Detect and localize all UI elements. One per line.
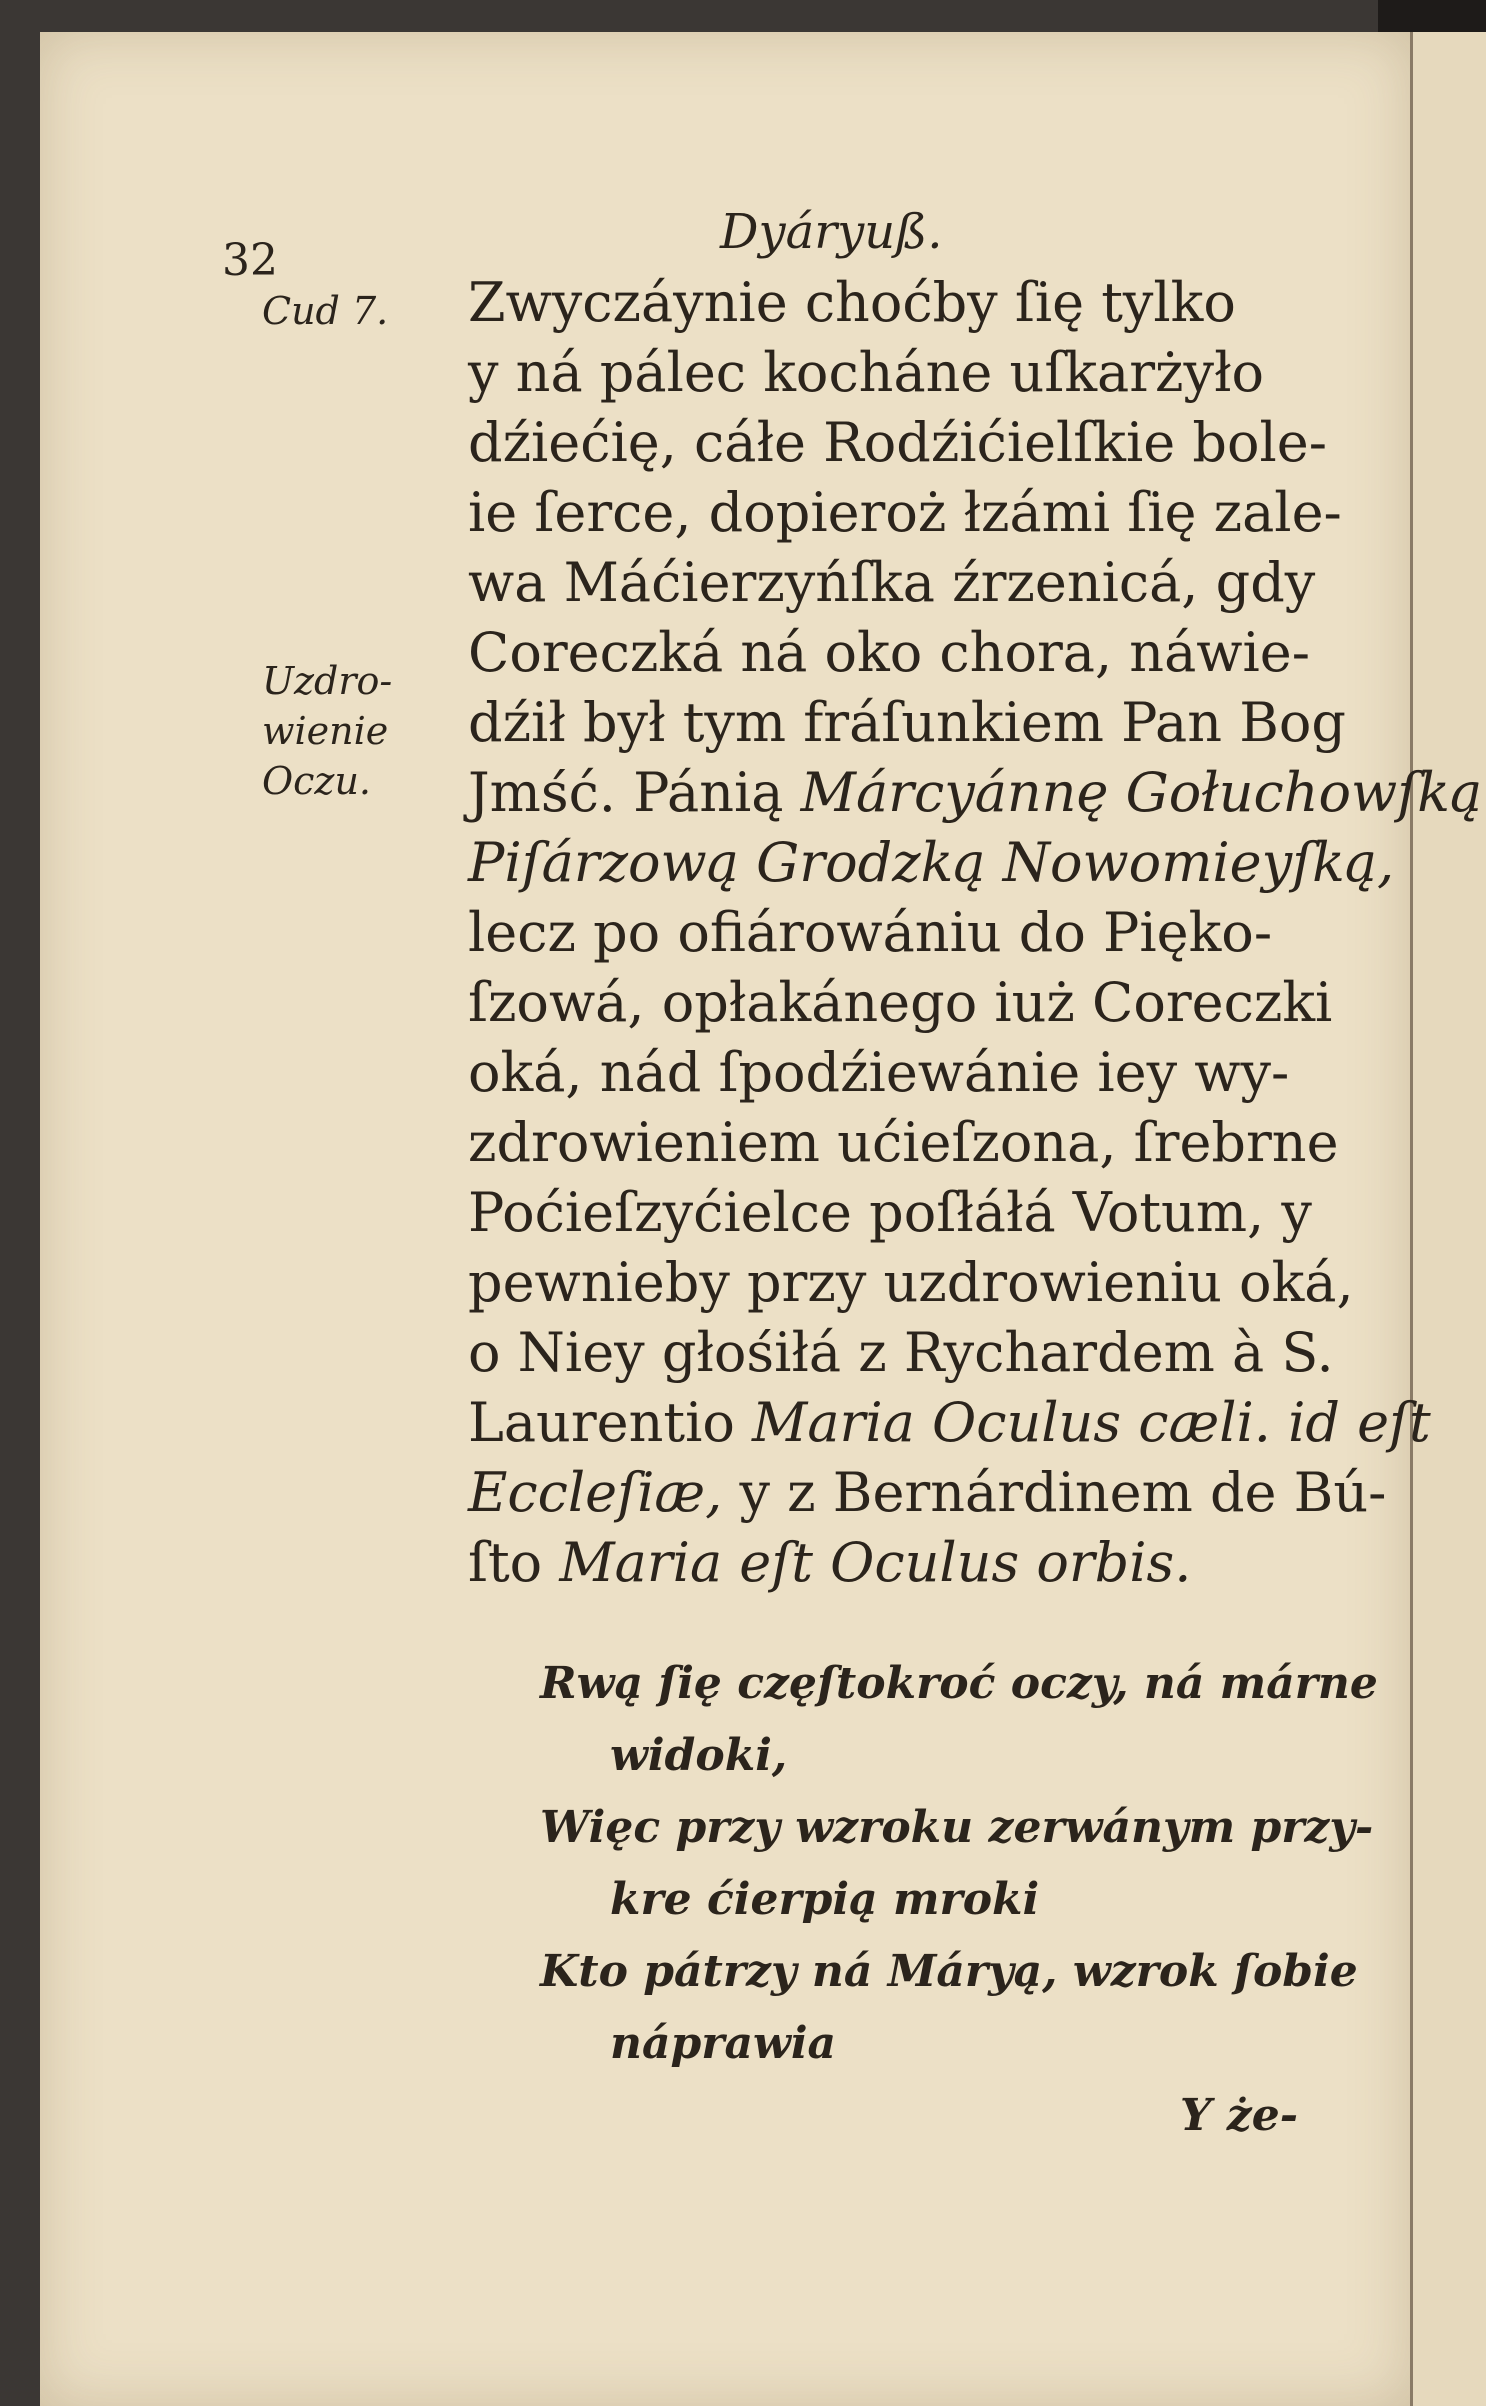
body-line: lecz po ofiárowániu do Pięko- xyxy=(468,901,1273,964)
body-italic-segment: Maria eſt Oculus orbis. xyxy=(559,1531,1192,1594)
body-line xyxy=(468,758,1483,828)
body-italic-segment: Maria Oculus cæli. id eſt xyxy=(752,1391,1431,1454)
running-head: Dyáryuß. xyxy=(720,204,943,260)
body-line: ie ſerce, dopieroż łzámi ſię zale- xyxy=(468,481,1342,544)
verse-line: Więc przy wzroku zerwánym przy- xyxy=(540,1802,1374,1853)
body-line: dźił był tym fráſunkiem Pan Bog xyxy=(468,691,1346,754)
body-line: Piſárzową Grodzką Nowomieyſką, xyxy=(468,831,1395,894)
side-note-line: Oczu. xyxy=(262,759,372,803)
body-text-segment: Laurentio xyxy=(468,1391,735,1454)
verse-line: Kto pátrzy ná Máryą, wzrok ſobie xyxy=(540,1946,1358,1997)
body-line: Poćieſzyćielce poſłáłá Votum, y xyxy=(468,1181,1312,1244)
body-line xyxy=(468,1388,1431,1458)
body-line: zdrowieniem ućieſzona, ſrebrne xyxy=(468,1111,1339,1174)
page-number: 32 xyxy=(222,235,278,286)
body-line: oká, nád ſpodźiewánie iey wy- xyxy=(468,1041,1290,1104)
body-line: Zwyczáynie choćby ſię tylko xyxy=(468,271,1236,334)
body-text-segment: y z Bernárdinem de Bú- xyxy=(739,1461,1387,1524)
adjacent-page-edge xyxy=(1410,32,1486,2406)
body-italic-segment: Eccleſiæ, xyxy=(468,1461,723,1524)
miracle-label: Cud 7. xyxy=(262,289,389,333)
body-line: o Niey głośiłá z Rychardem à S. xyxy=(468,1321,1334,1384)
side-note-line: Uzdro- xyxy=(262,659,393,703)
verse-line: kre ćierpią mroki xyxy=(610,1874,1040,1925)
side-note xyxy=(262,656,392,806)
body-line xyxy=(468,1458,1387,1528)
verse-block xyxy=(540,1648,1380,2080)
body-line: Coreczká ná oko chora, náwie- xyxy=(468,621,1310,684)
body-line: dźiećię, cáłe Rodźićielſkie bole- xyxy=(468,411,1327,474)
body-line: pewnieby przy uzdrowieniu oká, xyxy=(468,1251,1354,1314)
verse-line: widoki, xyxy=(610,1730,788,1781)
body-line: wa Máćierzyńſka źrzenicá, gdy xyxy=(468,551,1316,614)
verse-line: náprawia xyxy=(610,2018,837,2069)
body-text-segment: Jmść. Pánią xyxy=(468,761,784,824)
side-note-line: wienie xyxy=(262,709,389,753)
body-line: y ná pálec kocháne uſkarżyło xyxy=(468,341,1265,404)
catchword: Y że- xyxy=(1180,2090,1298,2141)
body-line xyxy=(468,1528,1368,1598)
body-text-segment: ſto xyxy=(468,1531,543,1594)
body-text xyxy=(468,268,1483,1598)
body-line: ſzowá, opłakánego iuż Coreczki xyxy=(468,971,1333,1034)
body-italic-segment: Márcyánnę Gołuchowſką xyxy=(800,761,1483,824)
verse-line: Rwą ſię częſtokroć oczy, ná márne xyxy=(540,1658,1378,1709)
